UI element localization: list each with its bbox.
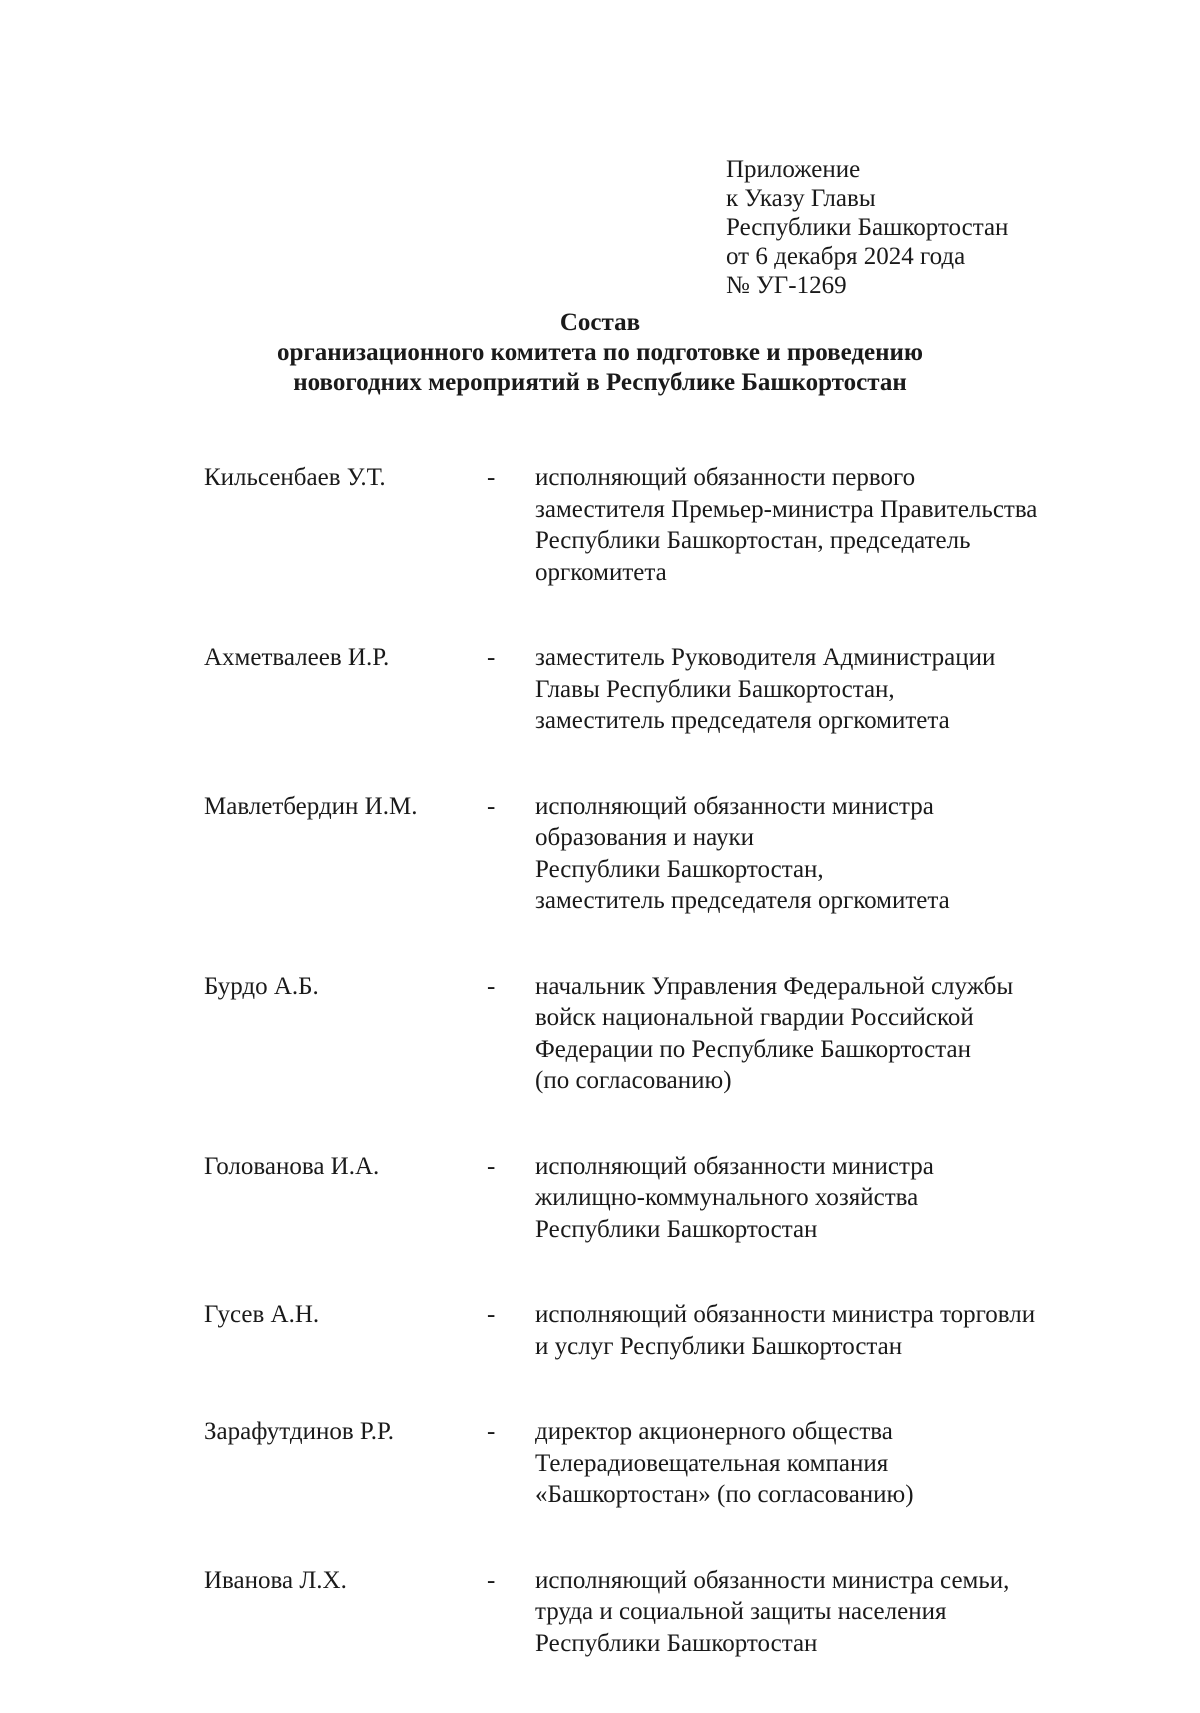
role-line: исполняющий обязанности министра [535,792,934,820]
role-line: начальник Управления Федеральной службы [535,972,1014,1000]
members-list [204,462,1104,1713]
role-line: Главы Республики Башкортостан, [535,675,895,703]
member-dash: - [487,464,496,491]
member-dash: - [487,1152,496,1180]
member-entry [204,1416,1104,1511]
member-dash: - [487,1566,496,1594]
member-name: Кильсенбаев У.Т. [204,464,386,491]
role-line: войск национальной гвардии Российской [535,1004,974,1031]
role-line: оргкомитета [535,558,667,586]
role-line: заместителя Премьер-министра Правительства [535,495,1038,523]
member-role [535,791,1104,917]
member-entry [204,1299,1104,1362]
member-role [535,1299,1104,1362]
member-dash: - [487,1418,496,1445]
role-line: образования и науки [535,824,754,851]
member-name: Мавлетбердин И.М. [204,792,418,820]
member-entry [204,791,1104,917]
member-name: Зарафутдинов Р.Р. [204,1418,394,1445]
role-line: заместитель председателя оргкомитета [535,887,950,914]
appendix-line: к Указу Главы [726,185,876,212]
role-line: труда и социальной защиты населения [535,1598,947,1625]
member-role [535,1151,1104,1246]
role-line: заместитель Руководителя Администрации [535,644,996,671]
role-line: Республики Башкортостан [535,1215,818,1243]
appendix-line: Республики Башкортостан [726,214,1009,241]
member-name: Бурдо А.Б. [204,972,319,1000]
title-line: новогодних мероприятий в Республике Башкортостан [293,369,907,396]
member-entry [204,462,1104,588]
role-line: «Башкортостан» (по согласованию) [535,1481,914,1508]
role-line: исполняющий обязанности министра [535,1152,934,1180]
role-line: Федерации по Республике Башкортостан [535,1035,971,1063]
member-name: Иванова Л.Х. [204,1566,347,1594]
member-name: Гусев А.Н. [204,1301,320,1328]
role-line: Телерадиовещательная компания [535,1449,889,1477]
title-heading: Состав [559,309,641,336]
role-line: директор акционерного общества [535,1418,893,1445]
role-line: и услуг Республики Башкортостан [535,1332,903,1360]
role-line: заместитель председателя оргкомитета [535,707,950,734]
member-role [535,462,1104,588]
member-entry [204,642,1104,737]
member-dash: - [487,1301,496,1328]
appendix-line: № УГ-1269 [726,272,847,299]
title-line: организационного комитета по подготовке и проведению [276,339,924,366]
member-role [535,1565,1104,1660]
member-name: Голованова И.А. [204,1152,380,1180]
document-title [200,308,1000,398]
member-dash: - [487,792,496,820]
role-line: исполняющий обязанности первого [535,464,916,491]
member-name: Ахметвалеев И.Р. [204,644,390,671]
member-dash: - [487,972,496,1000]
appendix-header [726,155,1008,300]
role-line: исполняющий обязанности министра торговли [535,1301,1036,1328]
member-dash: - [487,644,496,671]
member-entry [204,1565,1104,1660]
appendix-line: Приложение [726,156,861,183]
role-line: исполняющий обязанности министра семьи, [535,1566,1010,1594]
role-line: (по согласованию) [535,1067,732,1094]
role-line: Республики Башкортостан, [535,855,824,883]
member-role [535,642,1104,737]
member-role [535,1416,1104,1511]
member-entry [204,1151,1104,1246]
member-entry [204,971,1104,1097]
role-line: Республики Башкортостан, председатель [535,527,971,554]
appendix-line: от 6 декабря 2024 года [726,243,966,270]
role-line: Республики Башкортостан [535,1629,818,1657]
role-line: жилищно-коммунального хозяйства [535,1184,919,1211]
member-role [535,971,1104,1097]
